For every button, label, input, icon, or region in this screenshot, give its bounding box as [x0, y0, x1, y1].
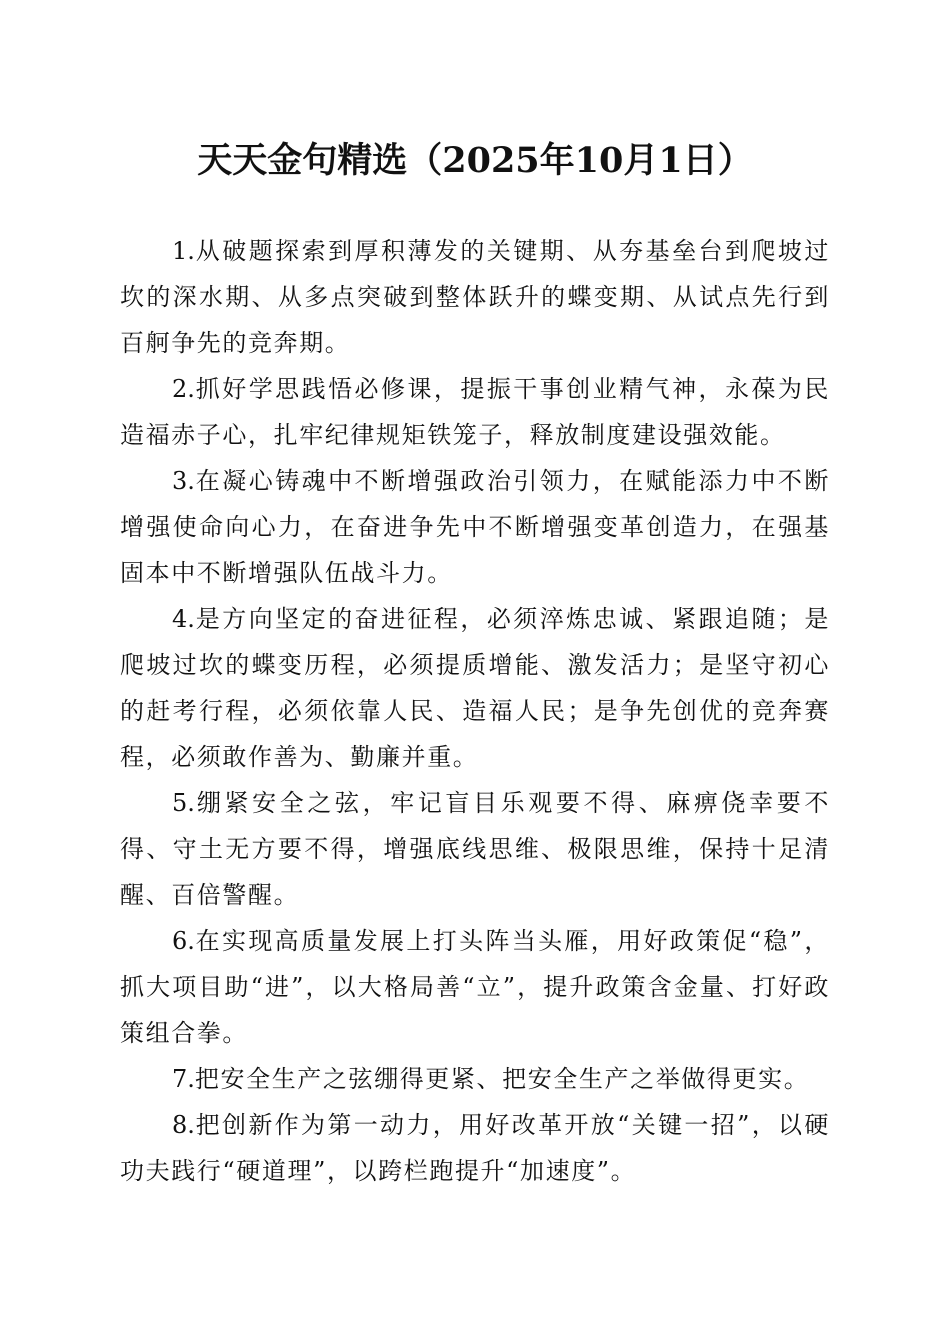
paragraph-text: 是方向坚定的奋进征程，必须淬炼忠诚、紧跟追随；是爬坡过坎的蝶变历程，必须提质增能、激发活力；是坚守初心的赶考行程，必须依靠人民、造福人民；是争先创优的竞奔赛程，必须敢作善为、勤廉并重。 — [120, 605, 830, 771]
paragraph-text: 从破题探索到厚积薄发的关键期、从夯基垒台到爬坡过坎的深水期、从多点突破到整体跃升的蝶变期、从试点先行到百舸争先的竞奔期。 — [120, 237, 830, 357]
paragraph-text: 抓好学思践悟必修课，提振干事创业精气神，永葆为民造福赤子心，扎牢纪律规矩铁笼子，释放制度建设强效能。 — [120, 375, 830, 449]
paragraph-text: 在实现高质量发展上打头阵当头雁，用好政策促“稳”，抓大项目助“进”，以大格局善“立”，提升政策含金量、打好政策组合拳。 — [120, 927, 830, 1047]
paragraph-7 — [120, 1056, 830, 1102]
document-title: 天天金句精选（2025年10月1日） — [197, 140, 753, 181]
paragraph-number: 3. — [172, 467, 195, 495]
paragraph-5 — [120, 780, 830, 918]
paragraph-6 — [120, 918, 830, 1056]
paragraph-number: 8. — [172, 1111, 195, 1139]
paragraph-text: 把创新作为第一动力，用好改革开放“关键一招”，以硬功夫践行“硬道理”，以跨栏跑提升“加速度”。 — [120, 1111, 830, 1185]
paragraph-number: 5. — [172, 789, 195, 817]
paragraph-4 — [120, 596, 830, 780]
paragraph-text: 在凝心铸魂中不断增强政治引领力，在赋能添力中不断增强使命向心力，在奋进争先中不断增强变革创造力，在强基固本中不断增强队伍战斗力。 — [120, 467, 830, 587]
paragraph-text: 绷紧安全之弦，牢记盲目乐观要不得、麻痹侥幸要不得、守土无方要不得，增强底线思维、极限思维，保持十足清醒、百倍警醒。 — [120, 789, 830, 909]
paragraph-1 — [120, 228, 830, 366]
paragraph-number: 7. — [172, 1065, 195, 1093]
paragraph-number: 6. — [172, 927, 195, 955]
paragraph-text: 把安全生产之弦绷得更紧、把安全生产之举做得更实。 — [194, 1065, 810, 1093]
paragraph-number: 1. — [172, 237, 195, 265]
paragraph-number: 4. — [172, 605, 195, 633]
paragraph-2 — [120, 366, 830, 458]
paragraph-3 — [120, 458, 830, 596]
document-body — [120, 228, 830, 1194]
paragraph-8 — [120, 1102, 830, 1194]
paragraph-number: 2. — [172, 375, 195, 403]
